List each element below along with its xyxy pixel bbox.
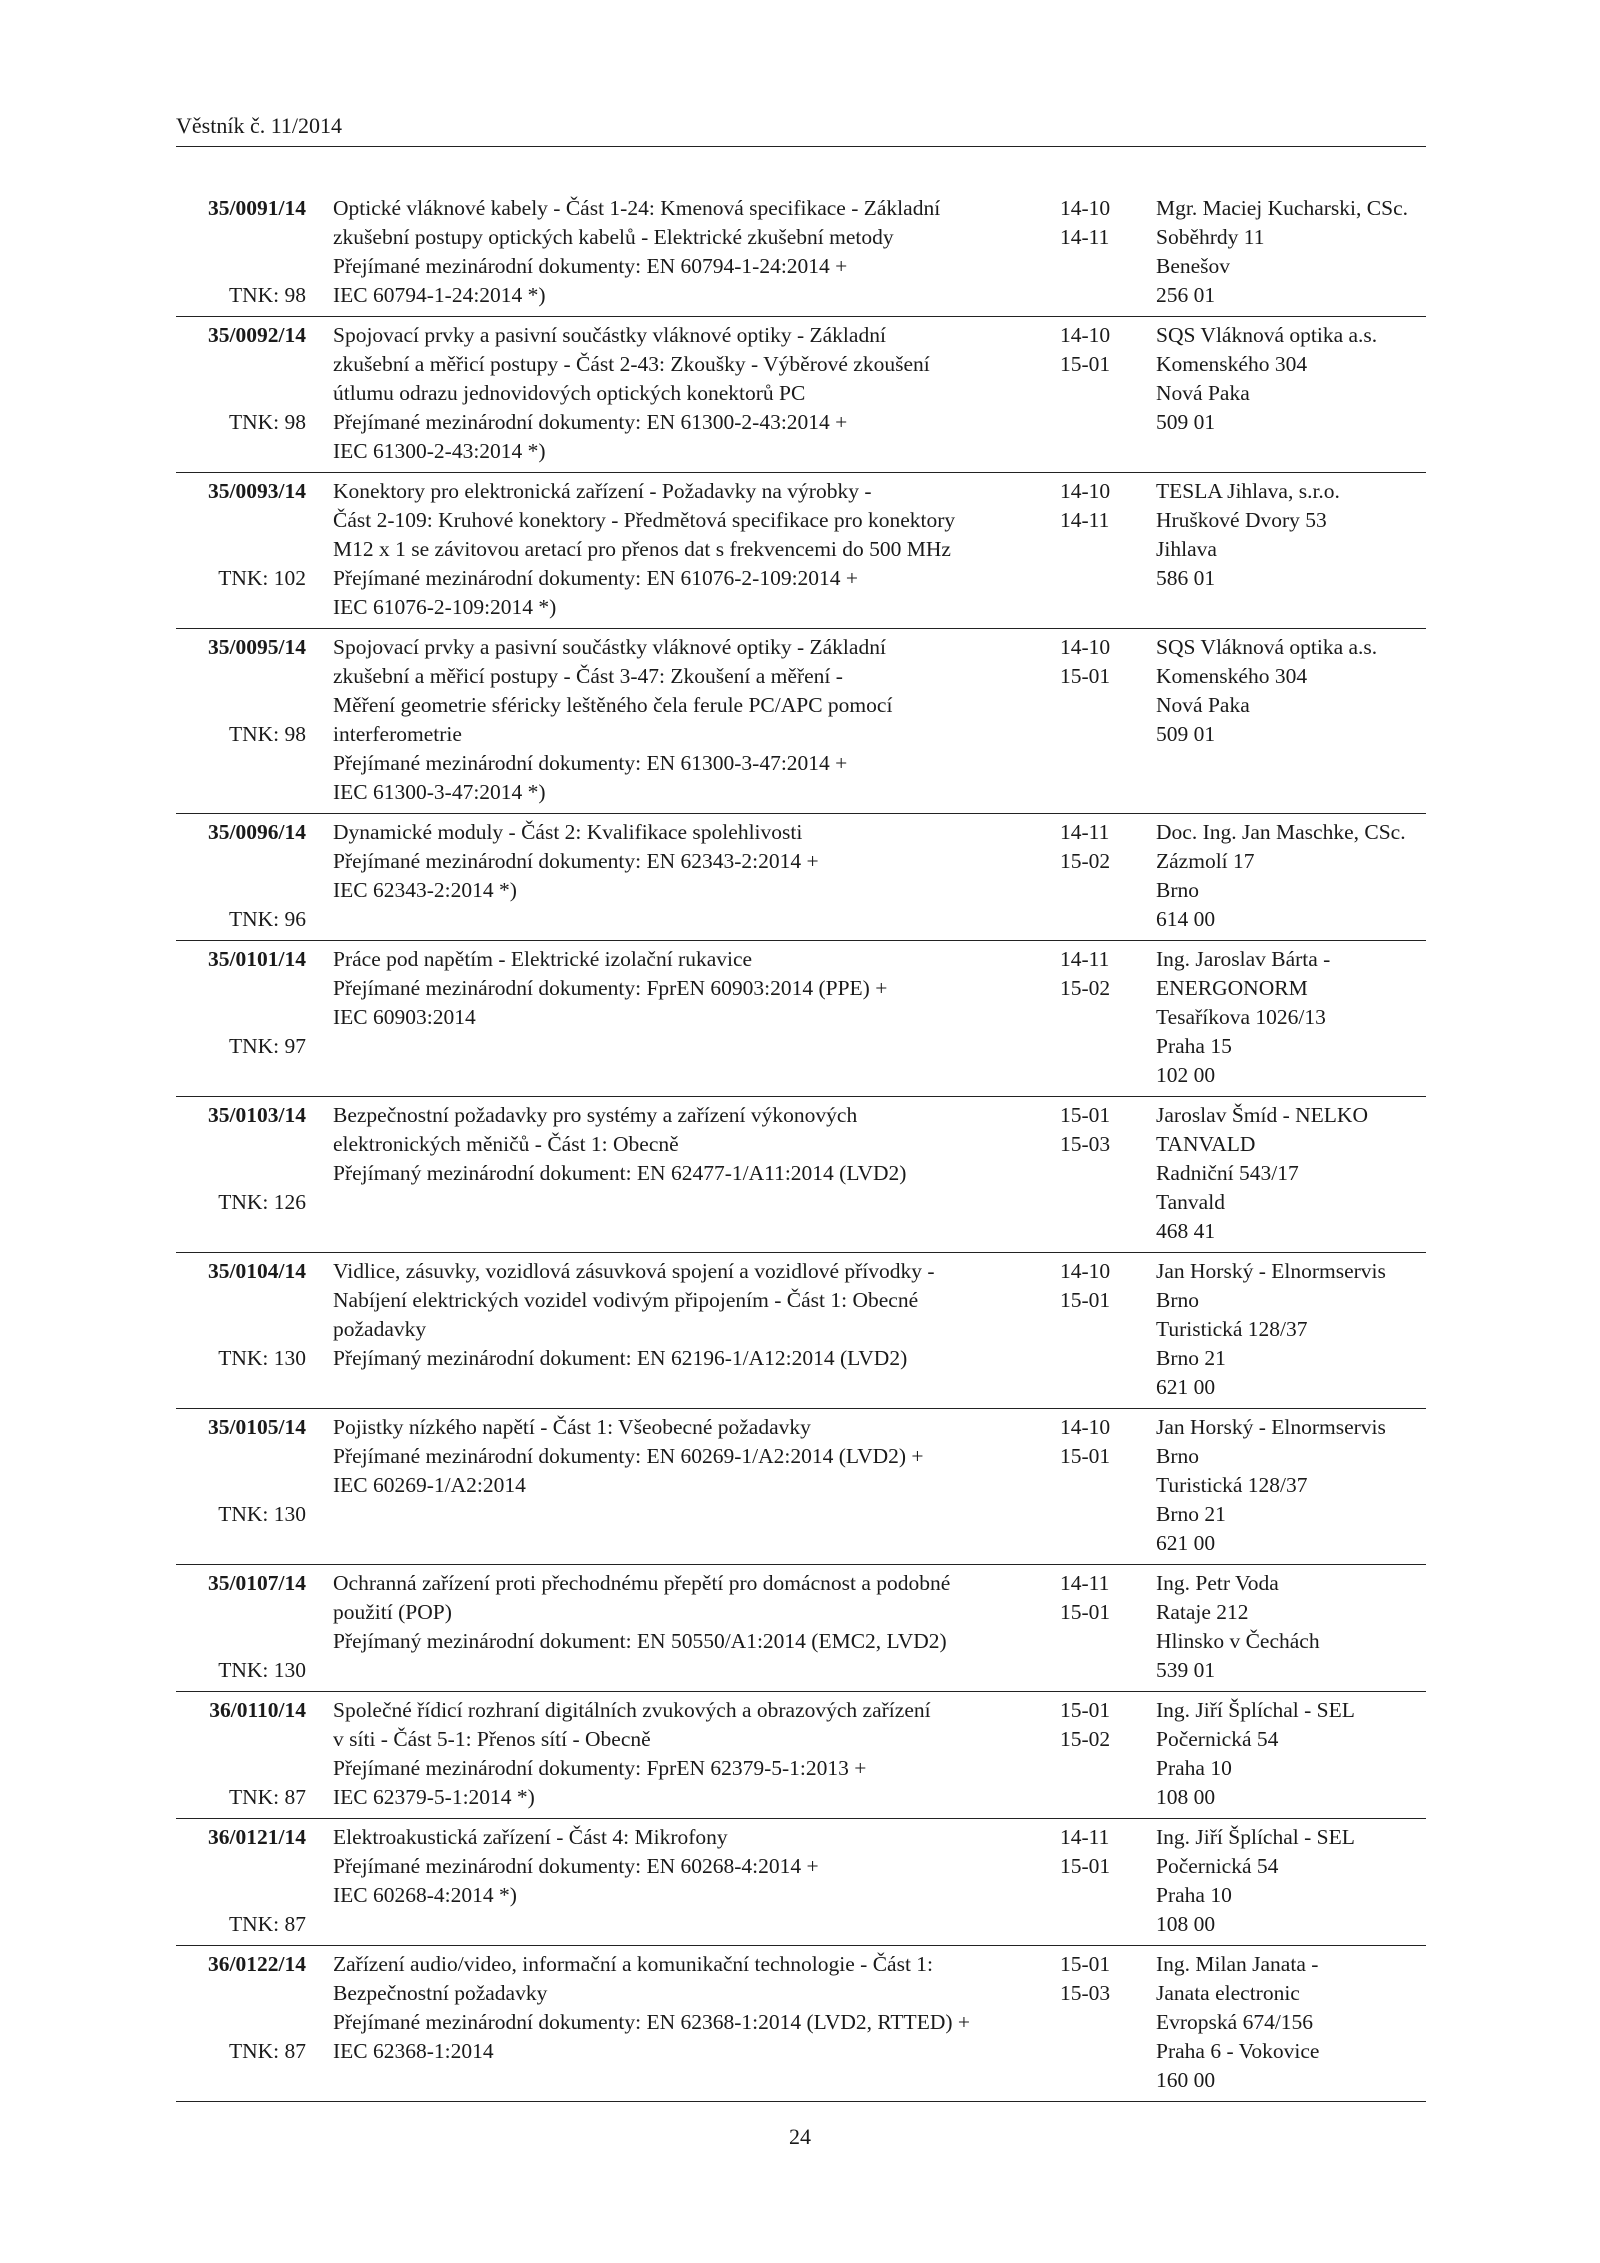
date-value: 14-10 [1060,196,1111,220]
contact-line: Rataje 212 [1156,1600,1249,1624]
entry-dates [1060,1101,1130,1159]
entry-dates [1060,1696,1130,1754]
entry-description [333,818,1033,934]
contact-line: Ing. Jiří Šplíchal - SEL [1156,1698,1355,1722]
contact-line: Nová Paka [1156,693,1250,717]
entry-dates [1060,1569,1130,1627]
entry-number: 35/0105/14 [208,1415,306,1439]
description-line: Dynamické moduly - Část 2: Kvalifikace spolehlivosti [333,820,803,844]
entry-contact [1156,1696,1426,1812]
contact-line: 102 00 [1156,1063,1216,1087]
date-value: 14-11 [1060,508,1110,532]
contact-line: Turistická 128/37 [1156,1473,1308,1497]
date-value: 14-11 [1060,947,1110,971]
description-line: Přejímané mezinárodní dokumenty: EN 61076-2-109:2014 + [333,566,859,590]
table-row [176,1819,1426,1946]
contact-line: 108 00 [1156,1785,1216,1809]
description-line: Elektroakustická zařízení - Část 4: Mikrofony [333,1825,728,1849]
entry-contact [1156,633,1426,749]
description-line: Přejímané mezinárodní dokumenty: EN 61300-3-47:2014 + [333,751,848,775]
contact-line: ENERGONORM [1156,976,1308,1000]
entry-tnk: TNK: 87 [228,1912,306,1936]
description-line: v síti - Část 5-1: Přenos sítí - Obecně [333,1727,651,1751]
description-line: zkušební a měřicí postupy - Část 2-43: Zkoušky - Výběrové zkoušení [333,352,930,376]
description-line: útlumu odrazu jednovidových optických konektorů PC [333,381,806,405]
entry-description [333,1950,1033,2095]
date-value: 15-01 [1060,1444,1111,1468]
contact-line: 614 00 [1156,907,1216,931]
description-line: Zařízení audio/video, informační a komunikační technologie - Část 1: [333,1952,934,1976]
entry-number: 36/0110/14 [209,1698,306,1722]
contact-line: SQS Vláknová optika a.s. [1156,635,1378,659]
contact-line: 539 01 [1156,1658,1216,1682]
description-line: Ochranná zařízení proti přechodnému přepětí pro domácnost a podobné [333,1571,951,1595]
contact-line: Počernická 54 [1156,1727,1279,1751]
date-value: 15-01 [1060,1854,1111,1878]
contact-line: Jan Horský - Elnormservis [1156,1415,1386,1439]
table-row [176,1409,1426,1565]
entry-tnk: TNK: 130 [218,1502,306,1526]
description-line: požadavky [333,1317,427,1341]
description-line: Bezpečnostní požadavky pro systémy a zařízení výkonových [333,1103,858,1127]
date-value: 14-11 [1060,225,1110,249]
date-value: 14-10 [1060,1259,1111,1283]
entry-dates [1060,1823,1130,1881]
contact-line: Hruškové Dvory 53 [1156,508,1327,532]
date-value: 15-01 [1060,1952,1111,1976]
description-line: použití (POP) [333,1600,452,1624]
contact-line: 256 01 [1156,283,1216,307]
description-line: Přejímané mezinárodní dokumenty: FprEN 60903:2014 (PPE) + [333,976,888,1000]
contact-line: Praha 6 - Vokovice [1156,2039,1320,2063]
contact-line: 108 00 [1156,1912,1216,1936]
entry-description [333,633,1033,807]
contact-line: Nová Paka [1156,381,1250,405]
entry-description [333,1101,1033,1246]
entry-contact [1156,1569,1426,1685]
description-line: Pojistky nízkého napětí - Část 1: Všeobecné požadavky [333,1415,811,1439]
entry-tnk: TNK: 97 [228,1034,306,1058]
description-line: Společné řídicí rozhraní digitálních zvukových a obrazových zařízení [333,1698,931,1722]
contact-line: Ing. Jiří Šplíchal - SEL [1156,1825,1355,1849]
description-line: Spojovací prvky a pasivní součástky vláknové optiky - Základní [333,635,886,659]
entry-dates [1060,194,1130,252]
date-value: 15-02 [1060,1727,1111,1751]
description-line: IEC 61300-2-43:2014 *) [333,439,546,463]
table-row [176,473,1426,629]
description-line: Přejímané mezinárodní dokumenty: EN 62368-1:2014 (LVD2, RTTED) + [333,2010,971,2034]
contact-line: Evropská 674/156 [1156,2010,1314,2034]
description-line: Přejímané mezinárodní dokumenty: EN 60269-1/A2:2014 (LVD2) + [333,1444,924,1468]
entry-description [333,194,1033,310]
entry-number: 35/0095/14 [208,635,306,659]
contact-line: Hlinsko v Čechách [1156,1629,1320,1653]
entry-number: 35/0093/14 [208,479,306,503]
date-value: 14-10 [1060,635,1111,659]
contact-line: Praha 15 [1156,1034,1232,1058]
entries-table [176,190,1426,2102]
description-line: IEC 62379-5-1:2014 *) [333,1785,535,1809]
table-row [176,629,1426,814]
contact-line: Komenského 304 [1156,352,1308,376]
date-value: 15-01 [1060,1103,1111,1127]
date-value: 15-01 [1060,1698,1111,1722]
description-line: Konektory pro elektronická zařízení - Požadavky na výrobky - [333,479,872,503]
entry-tnk: TNK: 130 [218,1346,306,1370]
date-value: 15-03 [1060,1132,1111,1156]
entry-tnk: TNK: 87 [228,1785,306,1809]
entry-description [333,1569,1033,1685]
table-row [176,1565,1426,1692]
contact-line: Brno [1156,1444,1199,1468]
entry-contact [1156,1823,1426,1939]
date-value: 14-11 [1060,820,1110,844]
contact-line: 468 41 [1156,1219,1216,1243]
entry-tnk: TNK: 98 [228,410,306,434]
table-row [176,1692,1426,1819]
entry-description [333,477,1033,622]
description-line: interferometrie [333,722,462,746]
date-value: 15-01 [1060,1288,1111,1312]
entry-dates [1060,1413,1130,1471]
description-line: Měření geometrie sféricky leštěného čela ferule PC/APC pomocí [333,693,893,717]
entry-contact [1156,1101,1426,1246]
entry-description [333,321,1033,466]
entry-tnk: TNK: 126 [218,1190,306,1214]
date-value: 14-10 [1060,1415,1111,1439]
entry-number: 35/0091/14 [208,196,306,220]
contact-line: 621 00 [1156,1375,1216,1399]
description-line: IEC 61076-2-109:2014 *) [333,595,557,619]
description-line: Přejímaný mezinárodní dokument: EN 50550/A1:2014 (EMC2, LVD2) [333,1629,947,1653]
description-line: IEC 60903:2014 [333,1005,476,1029]
contact-line: TESLA Jihlava, s.r.o. [1156,479,1340,503]
entry-dates [1060,633,1130,691]
description-line: Optické vláknové kabely - Část 1-24: Kmenová specifikace - Základní [333,196,941,220]
date-value: 15-02 [1060,976,1111,1000]
description-line: zkušební a měřicí postupy - Část 3-47: Zkoušení a měření - [333,664,843,688]
date-value: 15-01 [1060,664,1111,688]
description-line: Vidlice, zásuvky, vozidlová zásuvková spojení a vozidlové přívodky - [333,1259,935,1283]
table-row [176,1946,1426,2102]
entry-number: 35/0101/14 [208,947,306,971]
entry-description [333,1413,1033,1558]
entry-number: 35/0096/14 [208,820,306,844]
table-row [176,814,1426,941]
entry-contact [1156,321,1426,437]
contact-line: SQS Vláknová optika a.s. [1156,323,1378,347]
description-line: Přejímaný mezinárodní dokument: EN 62196-1/A12:2014 (LVD2) [333,1346,908,1370]
entry-dates [1060,477,1130,535]
date-value: 15-03 [1060,1981,1111,2005]
contact-line: Ing. Milan Janata - [1156,1952,1319,1976]
description-line: IEC 62343-2:2014 *) [333,878,517,902]
contact-line: TANVALD [1156,1132,1256,1156]
contact-line: Komenského 304 [1156,664,1308,688]
description-line: Přejímané mezinárodní dokumenty: EN 62343-2:2014 + [333,849,819,873]
description-line: Část 2-109: Kruhové konektory - Předmětová specifikace pro konektory [333,508,956,532]
contact-line: Mgr. Maciej Kucharski, CSc. [1156,196,1408,220]
contact-line: 509 01 [1156,722,1216,746]
contact-line: 586 01 [1156,566,1216,590]
entry-description [333,1823,1033,1939]
entry-description [333,945,1033,1090]
date-value: 14-10 [1060,323,1111,347]
description-line: Přejímané mezinárodní dokumenty: FprEN 62379-5-1:2013 + [333,1756,867,1780]
entry-contact [1156,1950,1426,2095]
entry-description [333,1257,1033,1402]
entry-dates [1060,945,1130,1003]
entry-contact [1156,1413,1426,1558]
entry-dates [1060,1950,1130,2008]
table-row [176,190,1426,317]
entry-contact [1156,477,1426,593]
entry-number: 35/0107/14 [208,1571,306,1595]
entry-description [333,1696,1033,1812]
contact-line: Janata electronic [1156,1981,1300,2005]
contact-line: Ing. Petr Voda [1156,1571,1279,1595]
entry-dates [1060,321,1130,379]
entry-dates [1060,1257,1130,1315]
description-line: IEC 62368-1:2014 [333,2039,494,2063]
description-line: elektronických měničů - Část 1: Obecně [333,1132,679,1156]
description-line: Přejímané mezinárodní dokumenty: EN 60268-4:2014 + [333,1854,819,1878]
entry-number: 36/0122/14 [208,1952,306,1976]
contact-line: Soběhrdy 11 [1156,225,1265,249]
table-row [176,317,1426,473]
page-header: Věstník č. 11/2014 [176,113,342,138]
description-line: Přejímané mezinárodní dokumenty: EN 61300-2-43:2014 + [333,410,848,434]
contact-line: Doc. Ing. Jan Maschke, CSc. [1156,820,1406,844]
contact-line: Jihlava [1156,537,1217,561]
table-row [176,941,1426,1097]
date-value: 14-10 [1060,479,1111,503]
contact-line: 509 01 [1156,410,1216,434]
description-line: Práce pod napětím - Elektrické izolační rukavice [333,947,753,971]
table-row [176,1253,1426,1409]
entry-number: 36/0121/14 [208,1825,306,1849]
description-line: zkušební postupy optických kabelů - Elektrické zkušební metody [333,225,894,249]
contact-line: Brno 21 [1156,1502,1226,1526]
contact-line: Zázmolí 17 [1156,849,1255,873]
description-line: Přejímané mezinárodní dokumenty: EN 60794-1-24:2014 + [333,254,848,278]
description-line: IEC 60268-4:2014 *) [333,1883,517,1907]
description-line: IEC 61300-3-47:2014 *) [333,780,546,804]
entry-tnk: TNK: 98 [228,722,306,746]
entry-contact [1156,1257,1426,1402]
contact-line: Tesaříkova 1026/13 [1156,1005,1326,1029]
entry-contact [1156,818,1426,934]
contact-line: Praha 10 [1156,1756,1232,1780]
entry-tnk: TNK: 102 [218,566,306,590]
description-line: IEC 60794-1-24:2014 *) [333,283,546,307]
header-rule [176,146,1426,147]
contact-line: Brno [1156,878,1199,902]
entry-number: 35/0104/14 [208,1259,306,1283]
page-number: 24 [789,2124,811,2149]
contact-line: Ing. Jaroslav Bárta - [1156,947,1331,971]
entry-contact [1156,194,1426,310]
contact-line: 160 00 [1156,2068,1216,2092]
contact-line: Jan Horský - Elnormservis [1156,1259,1386,1283]
date-value: 14-11 [1060,1825,1110,1849]
description-line: Bezpečnostní požadavky [333,1981,548,2005]
contact-line: Počernická 54 [1156,1854,1279,1878]
description-line: IEC 60269-1/A2:2014 [333,1473,526,1497]
table-row [176,1097,1426,1253]
contact-line: Benešov [1156,254,1231,278]
entry-contact [1156,945,1426,1090]
entry-tnk: TNK: 96 [228,907,306,931]
description-line: Nabíjení elektrických vozidel vodivým připojením - Část 1: Obecné [333,1288,919,1312]
contact-line: Jaroslav Šmíd - NELKO [1156,1103,1368,1127]
contact-line: Brno [1156,1288,1199,1312]
description-line: M12 x 1 se závitovou aretací pro přenos dat s frekvencemi do 500 MHz [333,537,951,561]
entry-number: 35/0103/14 [208,1103,306,1127]
contact-line: Praha 10 [1156,1883,1232,1907]
contact-line: Radniční 543/17 [1156,1161,1299,1185]
entry-dates [1060,818,1130,876]
contact-line: Turistická 128/37 [1156,1317,1308,1341]
contact-line: Brno 21 [1156,1346,1226,1370]
date-value: 15-01 [1060,352,1111,376]
entry-tnk: TNK: 87 [228,2039,306,2063]
date-value: 14-11 [1060,1571,1110,1595]
date-value: 15-01 [1060,1600,1111,1624]
contact-line: 621 00 [1156,1531,1216,1555]
description-line: Spojovací prvky a pasivní součástky vláknové optiky - Základní [333,323,886,347]
entry-number: 35/0092/14 [208,323,306,347]
date-value: 15-02 [1060,849,1111,873]
description-line: Přejímaný mezinárodní dokument: EN 62477-1/A11:2014 (LVD2) [333,1161,907,1185]
entry-tnk: TNK: 130 [218,1658,306,1682]
contact-line: Tanvald [1156,1190,1225,1214]
entry-tnk: TNK: 98 [228,283,306,307]
